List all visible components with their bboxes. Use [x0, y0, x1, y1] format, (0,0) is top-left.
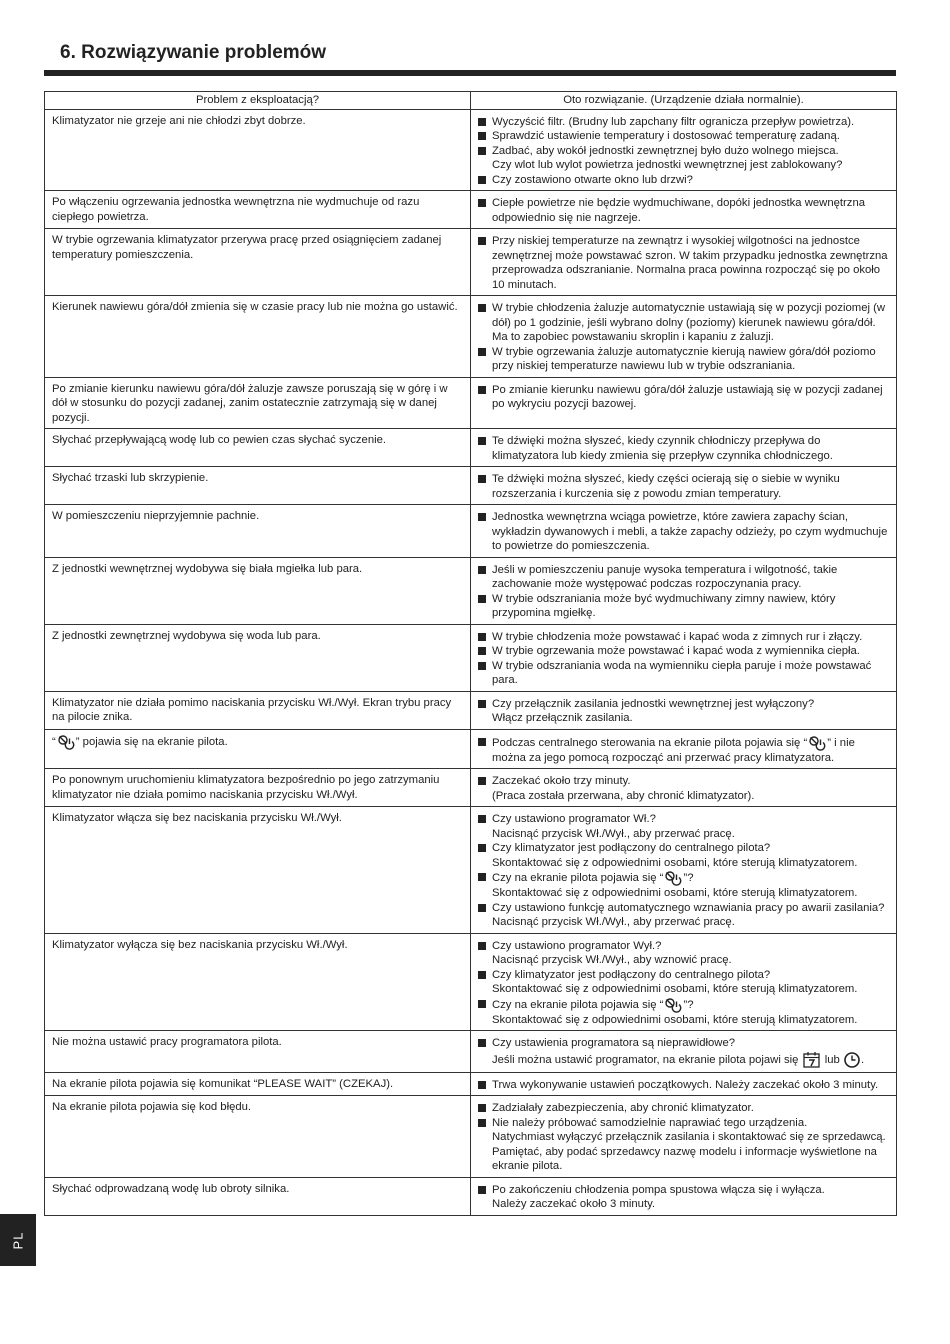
problem-cell — [45, 377, 471, 429]
solution-list — [477, 735, 890, 766]
solution-text: Czy zostawiono otwarte okno lub drzwi? — [492, 173, 693, 186]
solution-text: Po zmianie kierunku nawiewu góra/dół żaluzje ustawiają się w pozycji zadanej po wykryciu pozycji bazowej. — [492, 383, 883, 410]
clock-icon — [843, 1051, 861, 1069]
solution-text: W trybie chłodzenia żaluzje automatycznie ustawiają się w pozycji poziomej (w dół) po 1 godzinie, jeśli wybrano dolny (poziomy) kierunek nawiewu góra/dół. Ma to zapobiec powstawaniu skroplin i kapaniu z żaluzji. — [492, 302, 886, 343]
solution-item — [477, 383, 890, 412]
solution-item — [477, 510, 890, 554]
table-row — [45, 691, 897, 729]
problem-text: Z jednostki zewnętrznej wydobywa się woda lub para. — [52, 629, 321, 642]
problem-text: “ — [52, 735, 56, 748]
solution-list — [477, 1183, 890, 1212]
solution-text: W trybie ogrzewania żaluzje automatycznie kierują nawiew góra/dół poziomo przy niskiej temperaturze nawiewu lub w trybie odszraniania. — [492, 345, 876, 372]
solution-text: W trybie chłodzenia może powstawać i kapać woda z zimnych rur i złączy. — [492, 630, 863, 643]
solution-text: Podczas centralnego sterowania na ekranie pilota pojawia się “ — [492, 736, 808, 749]
solution-cell — [471, 691, 897, 729]
problem-cell — [45, 109, 471, 191]
solution-item — [477, 901, 890, 930]
table-row — [45, 377, 897, 429]
solution-list — [477, 472, 890, 501]
solution-item — [477, 592, 890, 621]
solution-text: Zadbać, aby wokół jednostki zewnętrznej było dużo wolnego miejsca. — [492, 144, 839, 157]
table-row — [45, 807, 897, 934]
problem-cell — [45, 691, 471, 729]
solution-text: W trybie odszraniania może być wydmuchiwany zimny nawiew, który przypomina mgiełkę. — [492, 592, 836, 619]
problem-cell — [45, 1072, 471, 1096]
problem-cell — [45, 229, 471, 296]
solution-cell — [471, 505, 897, 558]
solution-cell — [471, 933, 897, 1031]
title-rule — [44, 70, 896, 76]
column-header-problem: Problem z eksploatacją? — [45, 92, 471, 110]
solution-text: Czy klimatyzator jest podłączony do centralnego pilota? — [492, 968, 771, 981]
weekly-timer-icon — [802, 1051, 822, 1069]
solution-note — [492, 1051, 890, 1069]
problem-text: Po włączeniu ogrzewania jednostka wewnętrzna nie wydmuchuje od razu ciepłego powietrza. — [52, 196, 420, 223]
solution-note: Skontaktować się z odpowiednimi osobami, które sterują klimatyzatorem. — [492, 1013, 858, 1026]
solution-item — [477, 234, 890, 292]
problem-text: Klimatyzator nie działa pomimo naciskania przycisku Wł./Wył. Ekran trybu pracy na pilocie znika. — [52, 696, 452, 723]
table-header-row — [45, 92, 897, 110]
solution-item — [477, 939, 890, 968]
problem-cell — [45, 624, 471, 691]
solution-list — [477, 510, 890, 554]
solution-text: Jednostka wewnętrzna wciąga powietrze, które zawiera zapachy ścian, wykładzin dywanowych i mebli, a także zapachy odzieży, po czym wydmuchuje to powietrze do pomieszczenia. — [492, 511, 888, 552]
solution-item — [477, 841, 890, 870]
solution-text: Czy ustawiono programator Wł.? — [492, 813, 656, 825]
solution-item — [477, 115, 890, 130]
table-row — [45, 557, 897, 624]
problem-text: Na ekranie pilota pojawia się kod błędu. — [52, 1101, 252, 1113]
solution-text: Czy na ekranie pilota pojawia się “ — [492, 871, 664, 884]
problem-text: Słychać trzaski lub skrzypienie. — [52, 472, 209, 484]
solution-text: W trybie odszraniania woda na wymienniku ciepła paruje i może powstawać para. — [492, 659, 872, 686]
problem-cell — [45, 1177, 471, 1215]
solution-item — [477, 301, 890, 345]
solution-item — [477, 129, 890, 144]
solution-cell — [471, 229, 897, 296]
solution-note-text: Jeśli można ustawić programator, na ekranie pilota pojawi się — [492, 1053, 799, 1066]
problem-cell — [45, 1096, 471, 1178]
solution-text: Wyczyścić filtr. (Brudny lub zapchany filtr ogranicza przepływ powietrza). — [492, 115, 855, 128]
column-header-solution: Oto rozwiązanie. (Urządzenie działa normalnie). — [471, 92, 897, 110]
solution-cell — [471, 1177, 897, 1215]
problem-text: Z jednostki wewnętrznej wydobywa się biała mgiełka lub para. — [52, 562, 363, 575]
solution-item — [477, 1183, 890, 1212]
solution-list — [477, 383, 890, 412]
problem-cell — [45, 769, 471, 807]
solution-item — [477, 173, 890, 188]
solution-item — [477, 697, 890, 726]
solution-item — [477, 472, 890, 501]
solution-item — [477, 997, 890, 1028]
problem-text: Klimatyzator włącza się bez naciskania przycisku Wł./Wył. — [52, 812, 342, 824]
troubleshooting-table — [44, 91, 897, 1216]
solution-note: Nacisnąć przycisk Wł./Wył., aby przerwać pracę. — [492, 916, 735, 928]
solution-note-text: . — [860, 1053, 865, 1066]
solution-item — [477, 345, 890, 374]
table-row — [45, 769, 897, 807]
table-row — [45, 624, 897, 691]
solution-note: (Praca została przerwana, aby chronić klimatyzator). — [492, 789, 755, 802]
solution-list — [477, 939, 890, 1028]
solution-list — [477, 115, 890, 188]
solution-list — [477, 234, 890, 292]
table-row — [45, 229, 897, 296]
problem-text: Słychać przepływającą wodę lub co pewien czas słychać syczenie. — [52, 434, 387, 446]
solution-cell — [471, 729, 897, 769]
solution-list — [477, 434, 890, 463]
problem-cell — [45, 933, 471, 1031]
solution-text: Czy ustawienia programatora są nieprawidłowe? — [492, 1037, 736, 1049]
solution-item — [477, 630, 890, 645]
solution-item — [477, 1101, 890, 1116]
solution-list — [477, 1101, 890, 1174]
solution-list — [477, 774, 890, 803]
table-row — [45, 1096, 897, 1178]
problem-text: Klimatyzator nie grzeje ani nie chłodzi zbyt dobrze. — [52, 114, 306, 127]
solution-text: Nie należy próbować samodzielnie naprawiać tego urządzenia. — [492, 1116, 808, 1129]
solution-item — [477, 968, 890, 997]
problem-cell — [45, 467, 471, 505]
solution-item — [477, 434, 890, 463]
solution-note: Włącz przełącznik zasilania. — [492, 712, 633, 724]
solution-list — [477, 812, 890, 930]
solution-text: Czy klimatyzator jest podłączony do centralnego pilota? — [492, 842, 771, 854]
solution-cell — [471, 1096, 897, 1178]
problem-cell — [45, 429, 471, 467]
solution-item — [477, 563, 890, 592]
problem-text: Kierunek nawiewu góra/dół zmienia się w czasie pracy lub nie można go ustawić. — [52, 301, 458, 313]
solution-text: Jeśli w pomieszczeniu panuje wysoka temperatura i wilgotność, takie zachowanie może występować podczas rozpoczynania pracy. — [492, 563, 838, 590]
solution-note: Czy wlot lub wylot powietrza jednostki wewnętrznej jest zablokowany? — [492, 159, 843, 171]
central-control-icon — [663, 870, 683, 886]
solution-cell — [471, 1031, 897, 1073]
section-title: 6. Rozwiązywanie problemów — [60, 42, 327, 63]
solution-cell — [471, 557, 897, 624]
solution-cell — [471, 624, 897, 691]
table-row — [45, 505, 897, 558]
problem-text: Słychać odprowadzaną wodę lub obroty silnika. — [52, 1182, 290, 1195]
solution-cell — [471, 467, 897, 505]
solution-text: Te dźwięki można słyszeć, kiedy czynnik chłodniczy przepływa do klimatyzatora lub kiedy zmienia się przepływ czynnika chłodniczego. — [492, 435, 833, 462]
solution-item — [477, 812, 890, 841]
solution-text: Czy ustawiono programator Wył.? — [492, 939, 662, 952]
solution-text: ” i nie można za jego pomocą rozpocząć ani przerwać pracy klimatyzatora. — [492, 736, 855, 764]
problem-cell — [45, 557, 471, 624]
solution-text: Czy przełącznik zasilania jednostki wewnętrznej jest wyłączony? — [492, 697, 815, 710]
solution-text: ”? — [683, 871, 694, 884]
problem-text: Nie można ustawić pracy programatora pilota. — [52, 1036, 282, 1048]
problem-cell — [45, 729, 471, 769]
solution-cell — [471, 429, 897, 467]
solution-text: Po zakończeniu chłodzenia pompa spustowa włącza się i wyłącza. — [492, 1183, 825, 1196]
table-body — [45, 109, 897, 1215]
solution-text: ”? — [683, 998, 694, 1011]
solution-list — [477, 1036, 890, 1069]
solution-item — [477, 735, 890, 766]
solution-list — [477, 563, 890, 621]
table-row — [45, 467, 897, 505]
table-row — [45, 429, 897, 467]
table-row — [45, 296, 897, 378]
problem-text: Po ponownym uruchomieniu klimatyzatora bezpośrednio po jego zatrzymaniu klimatyzator nie działa pomimo naciskania przycisku Wł./Wył. — [52, 774, 440, 801]
solution-item — [477, 196, 890, 225]
solution-cell — [471, 807, 897, 934]
solution-text: Ciepłe powietrze nie będzie wydmuchiwane, dopóki jednostka wewnętrzna odpowiednio się nie nagrzeje. — [492, 197, 866, 224]
problem-cell — [45, 807, 471, 934]
solution-list — [477, 301, 890, 374]
solution-list — [477, 697, 890, 726]
problem-cell — [45, 191, 471, 229]
solution-cell — [471, 1072, 897, 1096]
table-row — [45, 191, 897, 229]
solution-item — [477, 144, 890, 173]
solution-cell — [471, 377, 897, 429]
table-row — [45, 1072, 897, 1096]
problem-text: Na ekranie pilota pojawia się komunikat “PLEASE WAIT” (CZEKAJ). — [52, 1077, 394, 1090]
table-row — [45, 109, 897, 191]
solution-cell — [471, 769, 897, 807]
table-row — [45, 1177, 897, 1215]
solution-item — [477, 870, 890, 901]
solution-item — [477, 1078, 890, 1093]
problem-text: W pomieszczeniu nieprzyjemnie pachnie. — [52, 510, 260, 522]
language-tab — [0, 1214, 36, 1266]
central-control-icon — [663, 997, 683, 1013]
table-row — [45, 933, 897, 1031]
solution-item — [477, 774, 890, 803]
solution-text: Te dźwięki można słyszeć, kiedy części ocierają się o siebie w wyniku rozszerzania i kurczenia się z powodu zmian temperatury. — [492, 473, 840, 500]
solution-note: Skontaktować się z odpowiednimi osobami, które sterują klimatyzatorem. — [492, 887, 858, 899]
problem-cell — [45, 1031, 471, 1073]
problem-text: ” pojawia się na ekranie pilota. — [75, 735, 228, 748]
central-control-icon — [807, 735, 827, 751]
solution-item — [477, 1116, 890, 1174]
solution-cell — [471, 109, 897, 191]
solution-cell — [471, 296, 897, 378]
solution-note: Natychmiast wyłączyć przełącznik zasilania i skontaktować się ze sprzedawcą. Pamiętać, aby podać sprzedawcy nazwę modelu i informacje wyświetlone na ekranie pilota. — [492, 1131, 886, 1172]
solution-list — [477, 196, 890, 225]
solution-text: W trybie ogrzewania może powstawać i kapać woda z wymiennika ciepła. — [492, 645, 860, 657]
solution-note: Nacisnąć przycisk Wł./Wył., aby przerwać pracę. — [492, 827, 735, 840]
solution-text: Czy ustawiono funkcję automatycznego wznawiania pracy po awarii zasilania? — [492, 901, 885, 914]
solution-item — [477, 644, 890, 659]
problem-text: W trybie ogrzewania klimatyzator przerywa pracę przed osiągnięciem zadanej temperatury pomieszczenia. — [52, 234, 442, 261]
solution-note-text: lub — [824, 1053, 840, 1066]
solution-note: Nacisnąć przycisk Wł./Wył., aby wznowić pracę. — [492, 954, 732, 966]
language-tab-label: PL — [10, 1231, 26, 1249]
solution-text: Zadziałały zabezpieczenia, aby chronić klimatyzator. — [492, 1102, 754, 1114]
solution-text: Trwa wykonywanie ustawień początkowych. Należy zaczekać około 3 minuty. — [492, 1078, 879, 1091]
solution-item — [477, 1036, 890, 1069]
problem-text: Klimatyzator wyłącza się bez naciskania przycisku Wł./Wył. — [52, 938, 348, 951]
solution-note: Skontaktować się z odpowiednimi osobami, które sterują klimatyzatorem. — [492, 983, 858, 995]
solution-list — [477, 630, 890, 688]
table-row — [45, 1031, 897, 1073]
solution-note: Skontaktować się z odpowiednimi osobami, które sterują klimatyzatorem. — [492, 856, 858, 869]
solution-item — [477, 659, 890, 688]
solution-note: Należy zaczekać około 3 minuty. — [492, 1198, 656, 1210]
solution-text: Przy niskiej temperaturze na zewnątrz i wysokiej wilgotności na jednostce zewnętrznej może powstawać szron. W takim przypadku jednostka zewnętrzna przeprowadza odszranianie. Normalna praca powinna rozpocząć się po około 10 minutach. — [492, 235, 888, 291]
solution-text: Czy na ekranie pilota pojawia się “ — [492, 998, 664, 1011]
solution-cell — [471, 191, 897, 229]
central-control-icon — [56, 734, 76, 750]
table-row — [45, 729, 897, 769]
solution-list — [477, 1078, 890, 1093]
problem-cell — [45, 505, 471, 558]
problem-cell — [45, 296, 471, 378]
solution-text: Zaczekać około trzy minuty. — [492, 775, 631, 787]
solution-text: Sprawdzić ustawienie temperatury i dostosować temperaturę zadaną. — [492, 130, 840, 142]
problem-text: Po zmianie kierunku nawiewu góra/dół żaluzje zawsze poruszają się w górę i w dół w stosunku do pozycji zadanej, zanim ostatecznie zatrzymają się w danej pozycji. — [52, 382, 448, 424]
